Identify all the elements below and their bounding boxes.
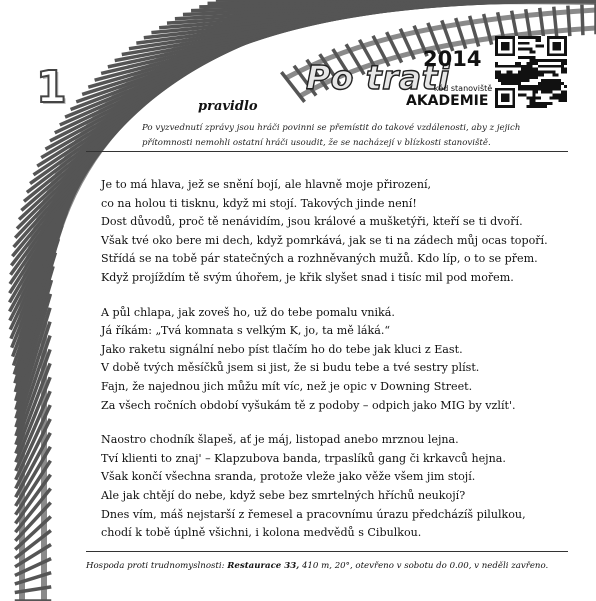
lyric-line: Tví klienti to znaj' – Klapzubova banda, trpaslíků gang či krkavců hejna.: [101, 451, 506, 465]
divider-top: [86, 151, 568, 152]
lyric-line: Však tvé oko bere mi dech, když pomrkává, jak se ti na zádech můj ocas topoří.: [101, 233, 548, 247]
footer-venue: Restaurace 33,: [227, 561, 300, 571]
lyric-line: A půl chlapa, jak zoveš ho, už do tebe pomalu vniká.: [101, 305, 395, 319]
stanza-3: [101, 431, 571, 543]
rule-text: Po vyzvednutí zprávy jsou hráči povinni se přemístit do takové vzdálenosti, aby z jejich přítomnosti nemohli ostatní hráči usoudit, že se nacházejí v blízkosti stanoviště.: [142, 123, 521, 148]
lyric-line: Když projíždím tě svým úhořem, je křik slyšet snad i tisíc mil pod mořem.: [101, 270, 514, 284]
lyric-line: Dnes vím, máš nejstarší z řemesel a pracovnímu úrazu předcházíš pilulkou,: [101, 507, 526, 521]
footer-prefix: Hospoda proti trudnomyslnosti:: [86, 561, 225, 571]
station-name: AKADEMIE: [406, 93, 489, 109]
lyric-line: Střídá se na tobě pár statečných a rozhněvaných mužů. Kdo líp, o to se přem.: [101, 252, 538, 266]
qr-code-icon: [495, 36, 567, 108]
game-year: 2014: [423, 47, 482, 71]
lyric-line: Fajn, že najednou jich můžu mít víc, než je opic v Downing Street.: [101, 379, 473, 393]
stanza-2: [101, 304, 571, 416]
lyric-line: chodí k tobě úplně všichni, i kolona medvědů s Cibulkou.: [101, 526, 422, 540]
lyric-line: Dost důvodů, proč tě nenávidím, jsou králové a mušketýři, kteří se ti dvoří.: [101, 215, 523, 229]
footer-details: 410 m, 20°, otevřeno v sobotu do 0.00, v neděli zavřeno.: [301, 561, 549, 571]
lyric-line: Je to má hlava, jež se snění bojí, ale hlavně moje přirození,: [101, 178, 432, 191]
lyric-line: Já říkám: „Tvá komnata s velkým K, jo, ta mě láká.“: [101, 324, 391, 338]
card-number: 1: [36, 62, 67, 113]
stanza-1: [101, 176, 571, 288]
lyric-line: co na holou ti tisknu, když mi stojí. Takových jinde není!: [101, 196, 417, 210]
lyrics-block: [101, 176, 571, 543]
lyric-line: V době tvých měsíčků jsem si jist, že si budu tebe a tvé sestry plíst.: [101, 361, 480, 375]
lyric-line: Jako raketu signální nebo píst tlačím ho do tebe jak kluci z East.: [101, 342, 463, 356]
station-code-label: kód stanoviště: [434, 84, 493, 93]
lyric-line: Však končí všechna sranda, protože vleže jako věže všem jim stojí.: [101, 470, 476, 484]
lyric-line: Naostro chodník šlapeš, ať je máj, listopad anebo mrznou lejna.: [101, 433, 459, 447]
divider-bottom: [86, 551, 568, 552]
lyric-line: Ale jak chtějí do nebe, když sebe bez smrtelných hříchů neukojí?: [101, 488, 466, 502]
footer-note: [86, 561, 548, 571]
game-title: Po trati: [306, 58, 450, 97]
lyric-line: Za všech ročních období vyšukám tě z podoby – odpich jako MIG by vzlít'.: [101, 398, 516, 412]
card-type-label: pravidlo: [198, 99, 258, 114]
